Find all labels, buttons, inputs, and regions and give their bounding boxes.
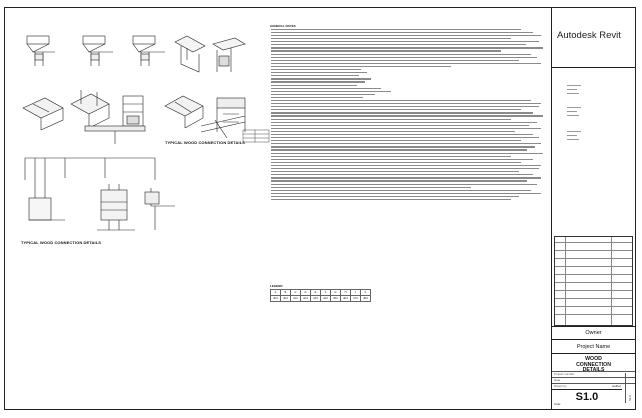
- logo-panel: [552, 8, 635, 68]
- sheet-id-vertical: [625, 373, 635, 403]
- legend-cell: 48.0: [361, 296, 371, 302]
- detail-9: [165, 96, 203, 128]
- legend-cell: 47.0: [351, 296, 361, 302]
- logo-text: Autodesk Revit: [557, 30, 621, 41]
- project-number-label: Project number: [554, 372, 575, 376]
- legend-cell: E: [311, 290, 321, 296]
- legend-cell: 44.0: [321, 296, 331, 302]
- notes-heading: GENERAL NOTES: [270, 24, 296, 28]
- legend-cell: 46.0: [341, 296, 351, 302]
- legend-cell: 43.0: [311, 296, 321, 302]
- detail-caption-top: TYPICAL WOOD CONNECTION DETAILS: [165, 140, 246, 145]
- legend-cell: 40.0: [281, 296, 291, 302]
- sheet-title-line-1: WOOD: [585, 356, 602, 362]
- detail-4: [175, 36, 205, 72]
- sheet-id-text: S1.0: [628, 395, 632, 401]
- sheet-title-line-2: CONNECTION: [576, 361, 611, 368]
- sheet-number: S1.0: [552, 389, 622, 403]
- legend-cell: H: [341, 290, 351, 296]
- drawing-area: [5, 8, 551, 409]
- date-label: Date: [554, 378, 561, 382]
- legend-cell: B: [281, 290, 291, 296]
- sheet-title-line-3: DETAILS: [582, 367, 605, 374]
- note-line: [270, 198, 548, 201]
- detail-12: [201, 116, 245, 138]
- detail-2: [83, 36, 113, 66]
- drawn-by-value: Author: [612, 384, 621, 388]
- owner-field: Owner: [552, 326, 635, 339]
- consultants-block: [552, 67, 635, 235]
- legend-cell: F: [321, 290, 331, 296]
- revision-table: [554, 236, 633, 326]
- legend-cell: D: [301, 290, 311, 296]
- detail-1: [27, 36, 55, 66]
- detail-5: [213, 38, 245, 72]
- legend-cell: C: [291, 290, 301, 296]
- legend-cell: 42.0: [301, 296, 311, 302]
- detail-10: [217, 98, 245, 132]
- legend-cell: A: [271, 290, 281, 296]
- framing-section: [25, 158, 175, 230]
- legend-table: [270, 289, 371, 302]
- detail-7: [71, 90, 109, 128]
- scale-label: Scale: [554, 403, 561, 406]
- detail-caption-bottom: TYPICAL WOOD CONNECTION DETAILS: [21, 240, 102, 245]
- detail-3: [133, 36, 165, 66]
- detail-schedule: [243, 130, 269, 142]
- drawn-by-label: Drawn by: [554, 384, 567, 388]
- legend-cell: G: [331, 290, 341, 296]
- legend-cell: K: [361, 290, 371, 296]
- legend-row-values: [271, 296, 371, 302]
- legend-cell: 45.0: [331, 296, 341, 302]
- legend-title: LEGEND: [270, 284, 283, 288]
- legend-cell: J: [351, 290, 361, 296]
- detail-11: [85, 126, 145, 144]
- legend: [270, 284, 390, 302]
- detail-6: [23, 98, 63, 130]
- general-notes: [270, 25, 548, 201]
- title-block: [551, 8, 635, 409]
- legend-cell: 30.0: [271, 296, 281, 302]
- legend-cell: 41.0: [291, 296, 301, 302]
- drawing-sheet: [4, 7, 636, 410]
- detail-8: [123, 96, 143, 126]
- project-name-field: Project Name: [552, 339, 635, 353]
- note-lines: [270, 28, 548, 201]
